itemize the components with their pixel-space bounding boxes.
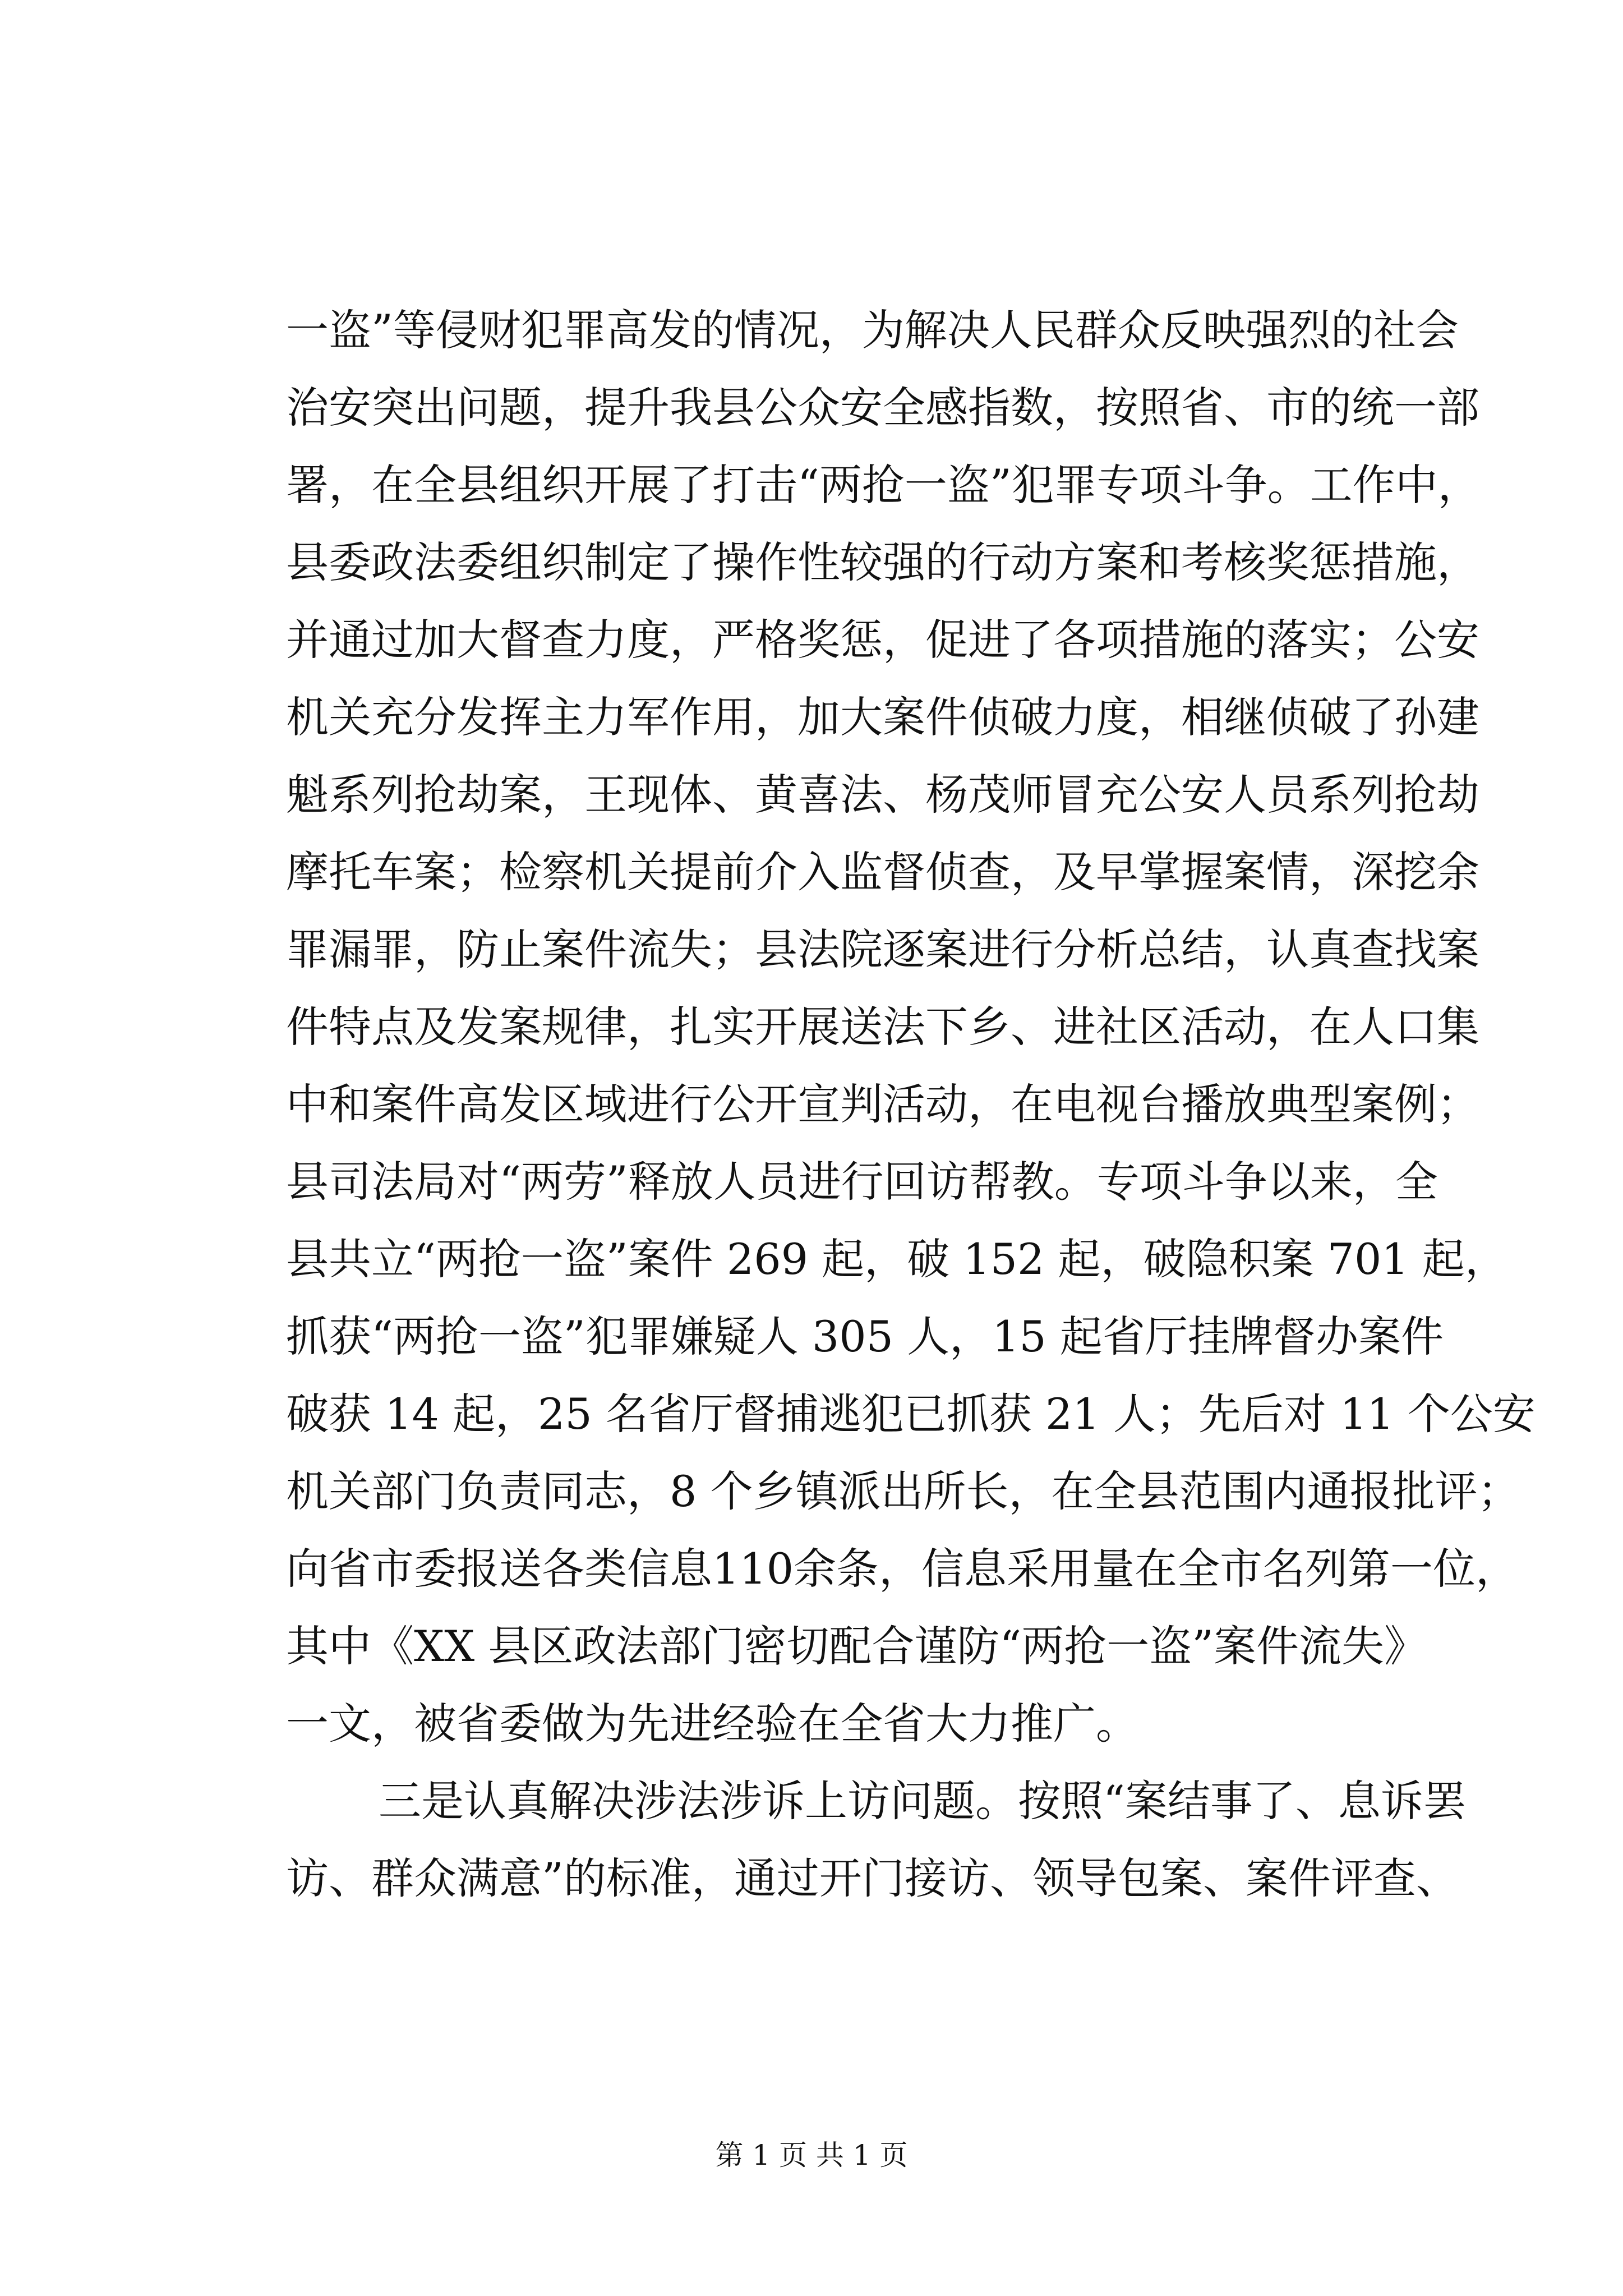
- text-line: 破获 14 起，25 名省厅督捕逃犯已抓获 21 人；先后对 11 个公安: [286, 1389, 1536, 1439]
- page-footer: 第 1 页 共 1 页: [715, 2139, 908, 2171]
- text-line: 一文，被省委做为先进经验在全省大力推广。: [286, 1699, 1138, 1749]
- text-line: 向省市委报送各类信息110余条，信息采用量在全市名列第一位，: [286, 1544, 1519, 1594]
- text-line: 治安突出问题，提升我县公众安全感指数，按照省、市的统一部: [286, 383, 1479, 432]
- text-line: 县司法局对“两劳”释放人员进行回访帮教。专项斗争以来，全: [286, 1157, 1438, 1207]
- text-line: 魁系列抢劫案，王现体、黄喜法、杨茂师冒充公安人员系列抢劫: [286, 770, 1479, 820]
- text-line: 中和案件高发区域进行公开宣判活动，在电视台播放典型案例；: [286, 1079, 1479, 1129]
- text-line: 罪漏罪，防止案件流失；县法院逐案进行分析总结，认真查找案: [286, 924, 1479, 974]
- text-line: 摩托车案；检察机关提前介入监督侦查，及早掌握案情，深挖余: [286, 847, 1479, 897]
- text-line: 机关充分发挥主力军作用，加大案件侦破力度，相继侦破了孙建: [286, 692, 1479, 742]
- text-line: 机关部门负责同志，8 个乡镇派出所长，在全县范围内通报批评；: [286, 1466, 1520, 1516]
- text-line: 县委政法委组织制定了操作性较强的行动方案和考核奖惩措施，: [286, 537, 1479, 587]
- text-line: 署，在全县组织开展了打击“两抢一盗”犯罪专项斗争。工作中，: [286, 460, 1481, 510]
- body-text: [286, 292, 1536, 1917]
- text-line: 件特点及发案规律，扎实开展送法下乡、进社区活动，在人口集: [286, 1002, 1479, 1052]
- text-line: 一盗”等侵财犯罪高发的情况，为解决人民群众反映强烈的社会: [286, 305, 1459, 355]
- text-line: 其中《XX 县区政法部门密切配合谨防“两抢一盗”案件流失》: [286, 1621, 1427, 1671]
- text-line: 访、群众满意”的标准，通过开门接访、领导包案、案件评查、: [286, 1853, 1459, 1903]
- text-line: 县共立“两抢一盗”案件 269 起，破 152 起，破隐积案 701 起，: [286, 1234, 1507, 1284]
- text-line: 并通过加大督查力度，严格奖惩，促进了各项措施的落实；公安: [286, 615, 1479, 665]
- text-line: 三是认真解决涉法涉诉上访问题。按照“案结事了、息诉罢: [379, 1776, 1466, 1826]
- text-line: 抓获“两抢一盗”犯罪嫌疑人 305 人，15 起省厅挂牌督办案件: [286, 1312, 1444, 1361]
